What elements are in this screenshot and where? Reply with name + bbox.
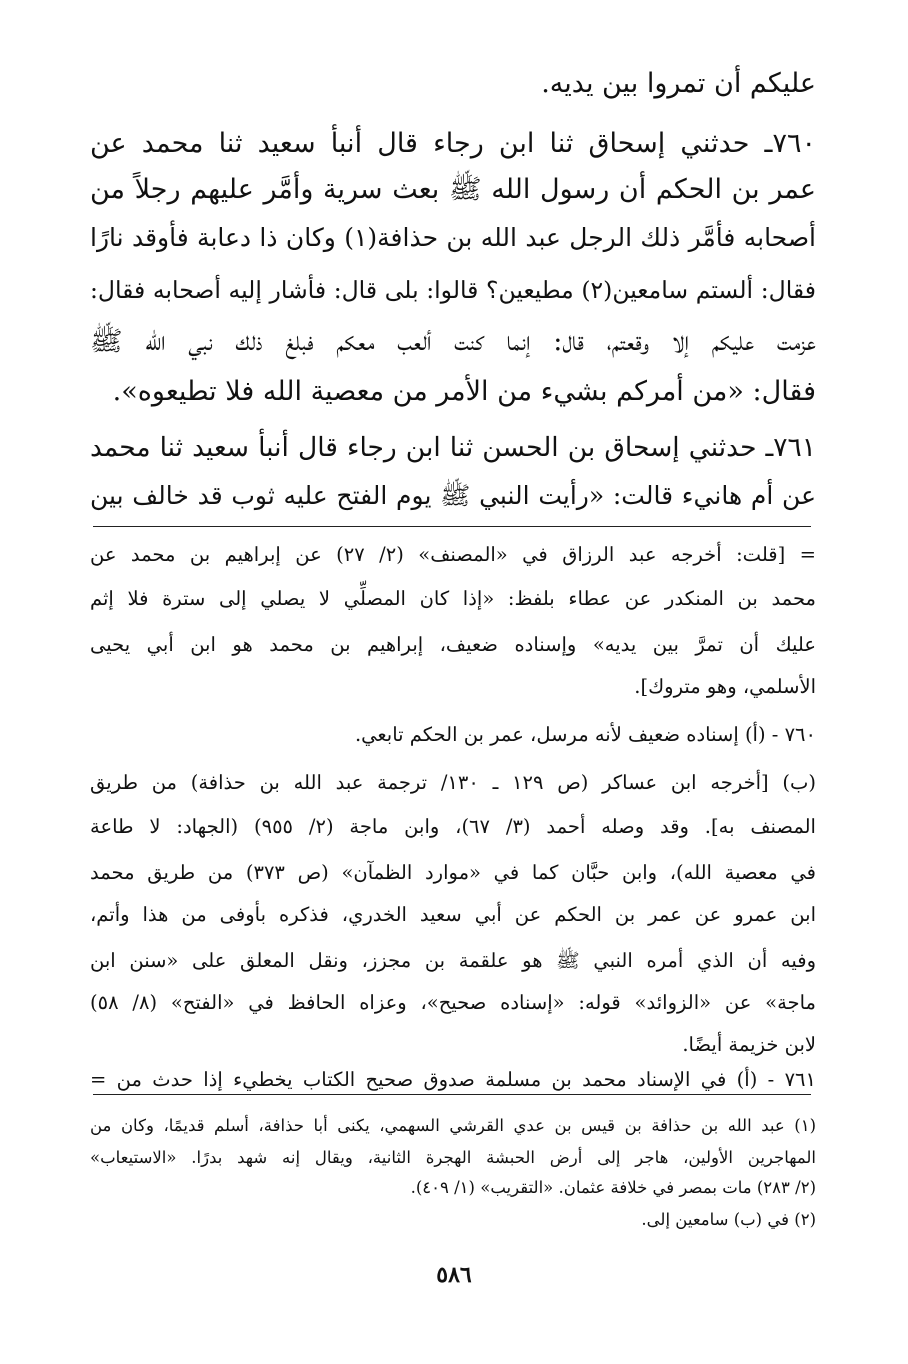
commentary-line: محمد بن المنكدر عن عطاء بلفظ: «إذا كان المصلِّي لا يصلي إلى سترة فلا إثم <box>90 587 816 610</box>
page-number: ٥٨٦ <box>436 1262 472 1288</box>
commentary-line: في معصية الله)، وابن حبَّان كما في «موارد الظمآن» (ص ٣٧٣) من طريق محمد <box>90 861 816 884</box>
commentary-line: وفيه أن الذي أمره النبي ﷺ هو علقمة بن مجزز، ونقل المعلق على «سنن ابن <box>90 949 816 972</box>
commentary-line: لابن خزيمة أيضًا. <box>682 1033 816 1056</box>
main-text-line: فقال: ألستم سامعين(٢) مطيعين؟ قالوا: بلى قال: فأشار إليه أصحابه فقال: <box>90 276 816 304</box>
footnote-line: (٢/ ٢٨٣) مات بمصر في خلافة عثمان. «التقريب» (١/ ٤٠٩). <box>410 1178 816 1197</box>
commentary-line: ابن عمرو عن عمر بن الحكم عن أبي سعيد الخدري، فذكره بأوفى من هذا وأتم، <box>90 903 816 926</box>
hadith-761-line: ٧٦١ـ حدثني إسحاق بن الحسن ثنا ابن رجاء قال أنبأ سعيد ثنا محمد <box>90 432 816 463</box>
commentary-line: (ب) [أخرجه ابن عساكر (ص ١٢٩ ـ ١٣٠/ ترجمة عبد الله بن حذافة) من طريق <box>90 771 816 794</box>
footnote-line: المهاجرين الأولين، هاجر إلى أرض الحبشة الهجرة الثانية، ويقال إنه شهد بدرًا. «الاستيعاب» <box>90 1148 816 1167</box>
commentary-line: ٧٦١ - (أ) في الإسناد محمد بن مسلمة صدوق صحيح الكتاب يخطيء إذا حدث من = <box>90 1068 816 1091</box>
footnote-line: (٢) في (ب) سامعين إلى. <box>641 1210 816 1229</box>
commentary-line: المصنف به]. وقد وصله أحمد (٣/ ٦٧)، وابن ماجة (٢/ ٩٥٥) (الجهاد: لا طاعة <box>90 815 816 838</box>
separator-line <box>93 526 811 527</box>
main-text-line: عن أم هانيء قالت: «رأيت النبي ﷺ يوم الفتح عليه ثوب قد خالف بين <box>90 481 816 510</box>
commentary-line: ٧٦٠ - (أ) إسناده ضعيف لأنه مرسل، عمر بن الحكم تابعي. <box>354 723 816 746</box>
footnote-separator <box>93 1094 811 1095</box>
main-text-line: عمر بن الحكم أن رسول الله ﷺ بعث سرية وأمَّر عليهم رجلاً من <box>90 174 816 205</box>
commentary-line: ماجة» عن «الزوائد» قوله: «إسناده صحيح»، وعزاه الحافظ في «الفتح» (٨/ ٥٨) <box>90 991 816 1014</box>
footnote-line: (١) عبد الله بن حذافة بن قيس بن عدي القرشي السهمي، يكنى أبا حذافة، أسلم قديمًا، وكان من <box>90 1116 816 1135</box>
hadith-760-line: ٧٦٠ـ حدثني إسحاق ثنا ابن رجاء قال أنبأ سعيد ثنا محمد عن <box>90 128 816 159</box>
commentary-line: الأسلمي، وهو متروك]. <box>634 675 816 698</box>
main-text-line: عليكم أن تمروا بين يديه. <box>541 68 816 99</box>
main-text-line: أصحابه فأمَّر ذلك الرجل عبد الله بن حذافة(١) وكان ذا دعابة فأوقد نارًا <box>90 223 816 252</box>
commentary-line: عليك أن تمرَّ بين يديه» وإسناده ضعيف، إبراهيم بن محمد هو ابن أبي يحيى <box>90 633 816 656</box>
main-text-line: فقال: «من أمركم بشيء من الأمر من معصية الله فلا تطيعوه». <box>112 376 816 407</box>
commentary-line: = [قلت: أخرجه عبد الرزاق في «المصنف» (٢/ ٢٧) عن إبراهيم بن محمد عن <box>90 543 816 566</box>
main-text-line: عزمت عليكم إلا وقعتم، قال: إنما كنت ألعب معكم فبلغ ذلك نبي الله ﷺ <box>90 326 816 357</box>
